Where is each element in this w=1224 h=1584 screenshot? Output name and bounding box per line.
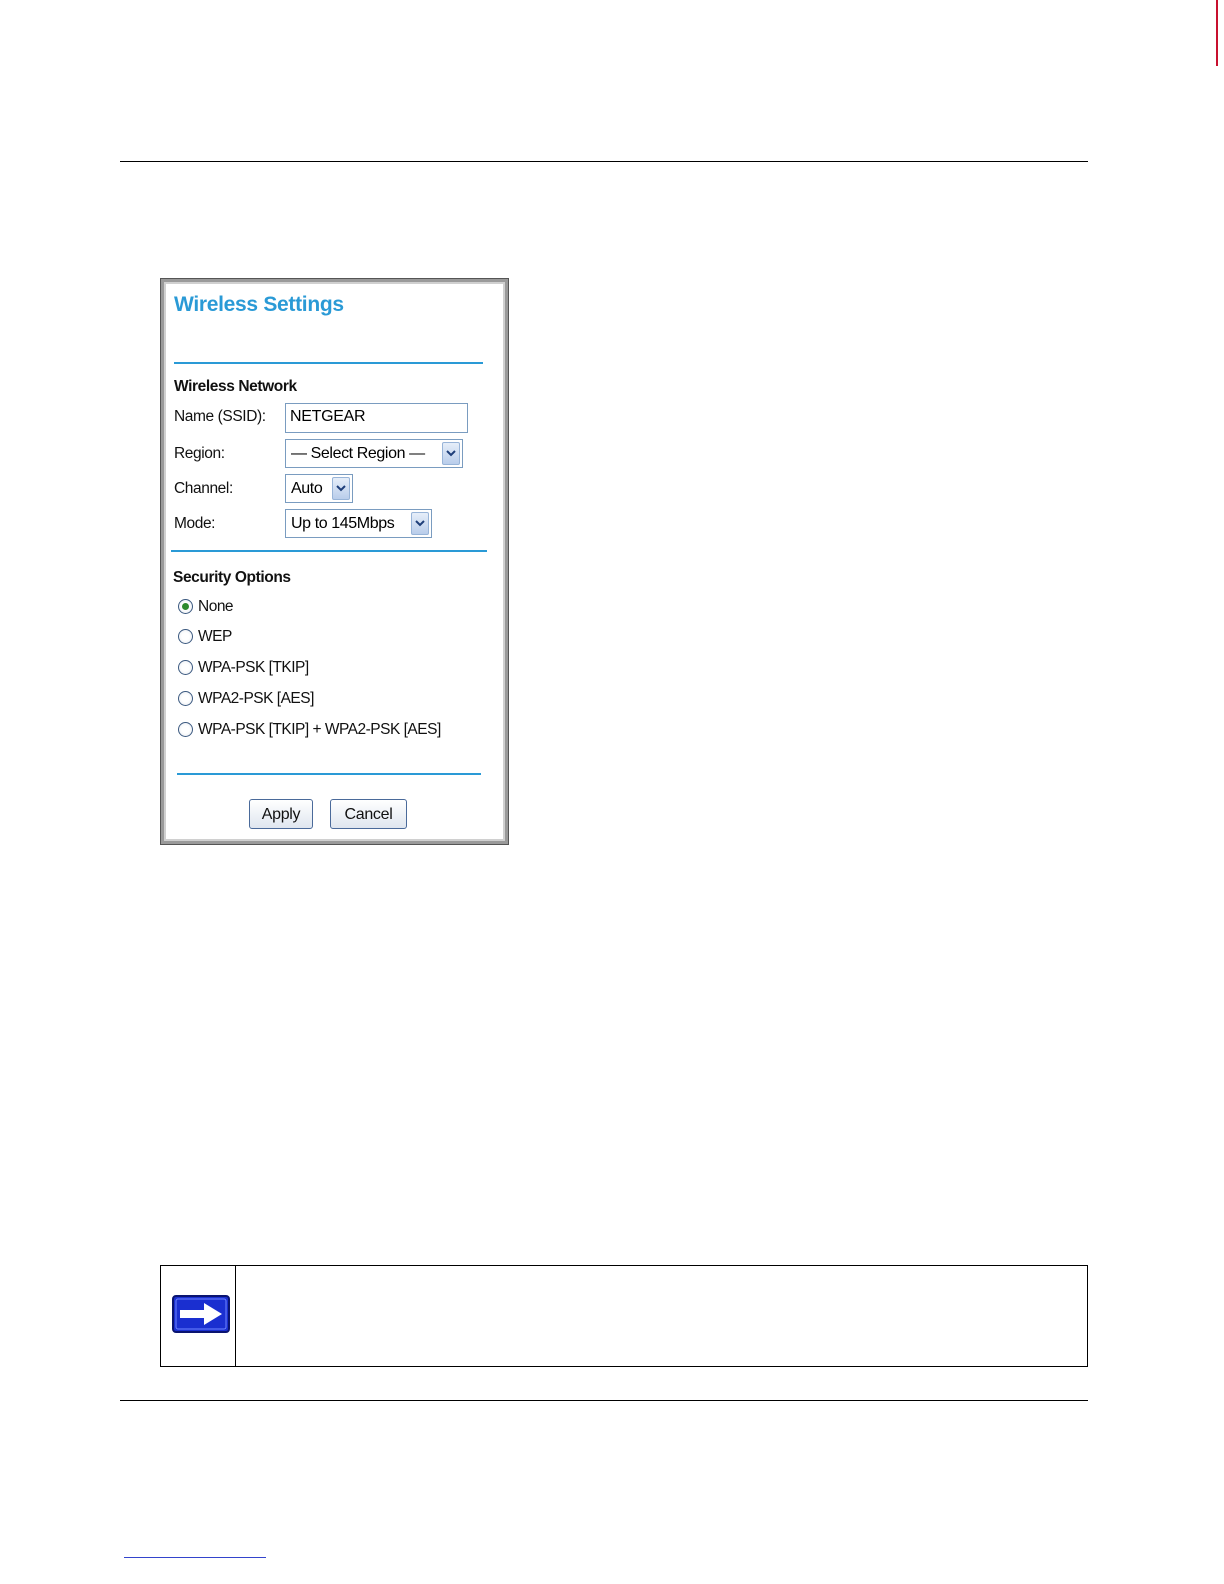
security-option-label: WEP (198, 628, 232, 645)
footer-link-underline (124, 1557, 266, 1558)
footer-rule (120, 1400, 1088, 1401)
radio-button[interactable] (178, 599, 193, 614)
radio-button[interactable] (178, 722, 193, 737)
divider (174, 362, 483, 364)
note-divider (235, 1266, 236, 1366)
cancel-button[interactable]: Cancel (330, 799, 407, 829)
mode-select[interactable] (285, 509, 432, 538)
radio-button[interactable] (178, 629, 193, 644)
chevron-down-icon[interactable] (411, 512, 429, 535)
page-edge-mark (1216, 0, 1218, 66)
security-option-label: None (198, 598, 234, 615)
wireless-network-heading: Wireless Network (174, 378, 297, 395)
security-options-heading: Security Options (173, 569, 291, 586)
security-option-label: WPA2-PSK [AES] (198, 690, 314, 707)
chevron-down-icon[interactable] (332, 477, 350, 500)
header-rule (120, 161, 1088, 162)
right-arrow-icon (172, 1295, 230, 1338)
wireless-settings-panel (167, 285, 502, 838)
mode-label: Mode: (174, 515, 216, 532)
channel-select[interactable] (285, 474, 353, 503)
chevron-down-icon[interactable] (442, 442, 460, 465)
apply-button[interactable]: Apply (249, 799, 313, 829)
wireless-settings-screenshot (160, 278, 509, 845)
radio-button[interactable] (178, 660, 193, 675)
ssid-label: Name (SSID): (174, 408, 266, 425)
region-label: Region: (174, 445, 225, 462)
divider (171, 550, 487, 552)
security-option-label: WPA-PSK [TKIP] (198, 659, 309, 676)
radio-button[interactable] (178, 691, 193, 706)
channel-label: Channel: (174, 480, 233, 497)
panel-title: Wireless Settings (174, 293, 344, 316)
channel-select-value: Auto (291, 480, 323, 497)
note-box (160, 1265, 1088, 1367)
region-select[interactable] (285, 439, 463, 468)
divider (177, 773, 481, 775)
mode-select-value: Up to 145Mbps (291, 515, 395, 532)
ssid-input[interactable]: NETGEAR (285, 403, 468, 433)
security-option-label: WPA-PSK [TKIP] + WPA2-PSK [AES] (198, 721, 441, 738)
region-select-value: — Select Region — (291, 445, 425, 462)
